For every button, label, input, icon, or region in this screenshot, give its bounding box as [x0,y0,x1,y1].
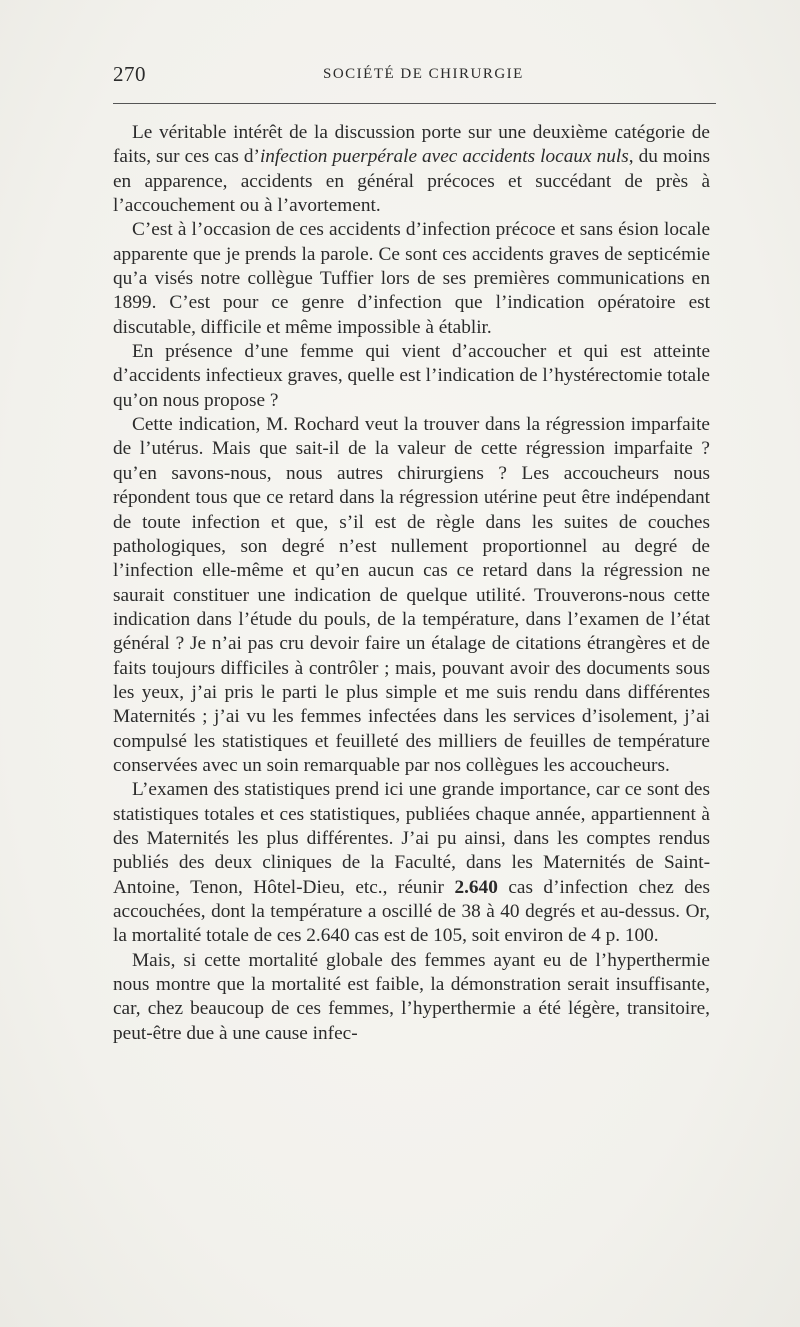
paragraph-5 [113,778,710,948]
paragraph-4: Cette indication, M. Rochard veut la trouver dans la régression imparfaite de l’utérus. Mais que sait-il de la valeur de cette régression imparfaite ? qu’en savons-nous, nous autres chirurgiens ? Les accoucheurs nous répondent tous que ce retard dans la régression utérine peut être indépendant de toute infection et que, s’il est de règle dans les suites de couches pathologiques, son degré n’est nullement proportionnel au degré de l’infection elle-même et qu’en aucun cas ce retard dans la régression ne saurait constituer une indication de quelque utilité. Trouverons-nous cette indication dans l’étude du pouls, de la température, dans l’examen de l’état général ? Je n’ai pas cru devoir faire un étalage de citations étrangères et de faits toujours difficiles à contrôler ; mais, pouvant avoir des documents sous les yeux, j’ai pris le parti le plus simple et me suis rendu dans différentes Maternités ; j’ai vu les femmes infectées dans les services d’isolement, j’ai compulsé les statistiques et feuilleté des milliers de feuilles de température conservées avec un soin remarquable par nos collègues les accoucheurs. [113,414,710,776]
paragraph-1-italic: infection puerpérale avec accidents locaux nuls [259,146,629,168]
paragraph-1 [113,121,710,218]
body-text [113,121,710,1046]
paragraph-1-part-a: Le véritable intérêt de la discussion porte sur une deuxième catégorie de faits, sur ces cas d’ [113,122,710,168]
paragraph-5-part-a: L’examen des statistiques prend ici une grande importance, car ce sont des statistiques totales et ces statistiques, publiées chaque année, appartiennent à des Maternités les plus différentes. J’ai pu ainsi, dans les comptes rendus publiés des deux cliniques de la Faculté, dans les Maternités de Saint-Antoine, Tenon, Hôtel-Dieu, etc., réunir [113,779,710,898]
paragraph-1-part-c: , du moins en apparence, accidents en général précoces et succédant de près à l’accouchement ou à l’avortement. [113,146,710,217]
header-rule [113,103,716,104]
paragraph-5-bold-count: 2.640 [454,876,498,898]
paragraph-5-part-c: cas d’infection chez des accouchées, dont la température a oscillé de 38 à 40 degrés et au-dessus. Or, la mortalité totale de ces 2.640 cas est de 105, soit environ de 4 p. 100. [113,876,710,947]
paragraph-3: En présence d’une femme qui vient d’accoucher et qui est atteinte d’accidents infectieux graves, quelle est l’indication de l’hystérectomie totale qu’on nous propose ? [113,341,710,411]
page-number: 270 [113,62,146,86]
running-head: SOCIÉTÉ DE CHIRURGIE [323,66,524,82]
paragraph-6: Mais, si cette mortalité globale des femmes ayant eu de l’hyperthermie nous montre que la mortalité est faible, la démonstration serait insuffisante, car, chez beaucoup de ces femmes, l’hyperthermie a été légère, transitoire, peut-être due à une cause infec- [113,949,710,1044]
page-header [113,62,713,92]
paragraph-2: C’est à l’occasion de ces accidents d’infection précoce et sans ésion locale apparente que je prends la parole. Ce sont ces accidents graves de septicémie qu’a visés notre collègue Tuffier lors de ses premières communications en 1899. C’est pour ce genre d’infection que l’indication opératoire est discutable, difficile et même impossible à établir. [113,219,710,338]
